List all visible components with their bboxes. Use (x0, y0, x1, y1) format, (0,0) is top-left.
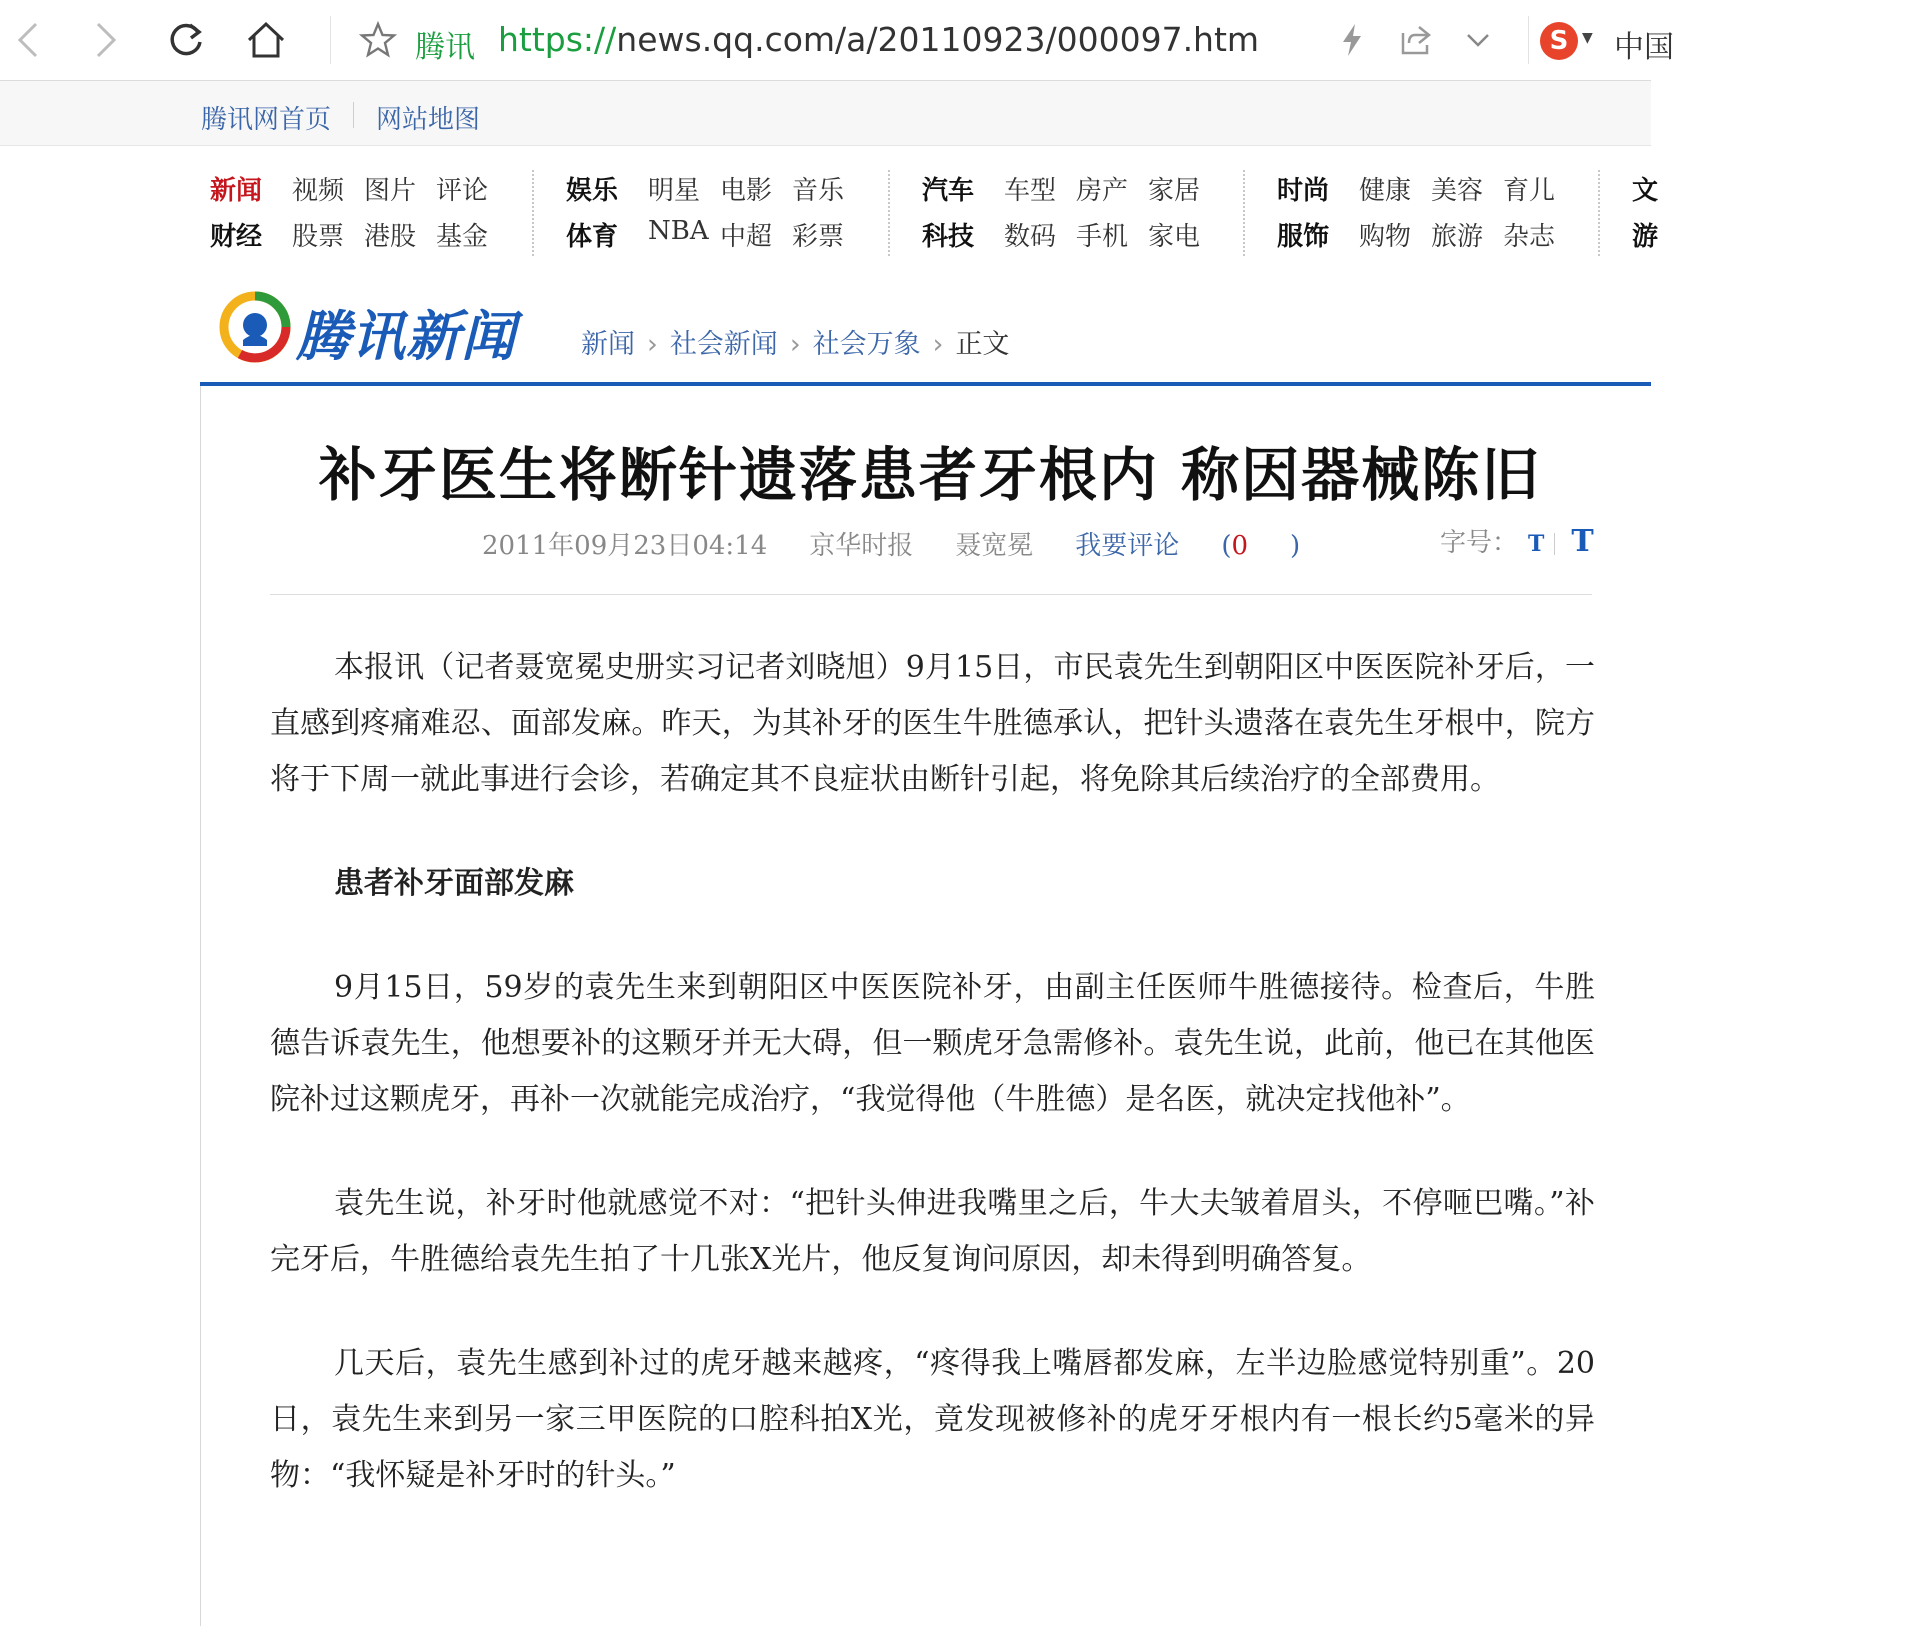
channel-link[interactable]: 娱乐 (566, 176, 619, 206)
channel-link[interactable]: 健康 (1359, 176, 1412, 206)
chevron-right-icon: › (789, 329, 801, 360)
channel-link[interactable]: 美容 (1431, 176, 1484, 206)
caret-down-icon[interactable]: ▼ (1582, 30, 1593, 46)
channel-link[interactable]: 车型 (1004, 176, 1057, 206)
tencent-news-logo[interactable] (220, 292, 540, 368)
sitemap-link[interactable]: 网站地图 (376, 105, 481, 135)
channel-group-auto (922, 160, 1207, 260)
comment-count: 0 (1231, 531, 1249, 561)
bookmark-star-icon[interactable] (356, 18, 400, 62)
article-paragraph: 几天后，袁先生感到补过的虎牙越来越疼，“疼得我上嘴唇都发麻，左半边脸感觉特别重”。20日，袁先生来到另一家三甲医院的口腔科拍X光，竟发现被修补的虎牙牙根内有一根长约5毫米的异物：“我怀疑是补牙时的针头。” (270, 1346, 1595, 1493)
channel-nav (210, 160, 1659, 260)
channel-divider (888, 170, 890, 256)
channel-link[interactable]: 杂志 (1503, 222, 1556, 252)
font-size-small-button[interactable]: T (1528, 531, 1545, 557)
channel-link[interactable]: 图片 (364, 176, 417, 206)
channel-link[interactable]: 游 (1632, 222, 1659, 252)
breadcrumb-society-news[interactable]: 社会新闻 (669, 329, 778, 360)
channel-divider (1243, 170, 1245, 256)
channel-link[interactable]: 音乐 (792, 176, 845, 206)
channel-link[interactable]: 服饰 (1277, 222, 1330, 252)
link-divider (353, 102, 354, 128)
channel-link[interactable]: NBA (648, 216, 709, 246)
article-paragraph: 9月15日，59岁的袁先生来到朝阳区中医医院补牙，由副主任医师牛胜德接待。检查后，牛胜德告诉袁先生，他想要补的这颗牙并无大碍，但一颗虎牙急需修补。袁先生说，此前，他已在其他医院补过这颗虎牙，再补一次就能完成治疗，“我觉得他（牛胜德）是名医，就决定找他补”。 (270, 970, 1595, 1117)
channel-link[interactable]: 购物 (1359, 222, 1412, 252)
chevron-down-icon[interactable] (1456, 18, 1500, 62)
logo-text: 腾讯新闻 (296, 305, 516, 368)
address-bar[interactable] (498, 20, 1259, 59)
content-border (200, 386, 201, 1626)
channel-link[interactable]: 育儿 (1503, 176, 1556, 206)
channel-group-fashion (1277, 160, 1562, 260)
breadcrumb-news[interactable]: 新闻 (581, 329, 635, 360)
article-paragraph: 袁先生说，补牙时他就感觉不对：“把针头伸进我嘴里之后，牛大夫皱着眉头，不停咂巴嘴。”补完牙后，牛胜德给袁先生拍了十几张X光片，他反复询问原因，却未得到明确答复。 (270, 1186, 1595, 1277)
channel-link[interactable]: 家居 (1148, 176, 1201, 206)
breadcrumb-current: 正文 (955, 329, 1010, 360)
article-paragraph: 本报讯（记者聂宽冕史册实习记者刘晓旭）9月15日，市民袁先生到朝阳区中医医院补牙后，一直感到疼痛难忍、面部发麻。昨天，为其补牙的医生牛胜德承认，把针头遗落在袁先生牙根中，院方将于下周一就此事进行会诊，若确定其不良症状由断针引起，将免除其后续治疗的全部费用。 (270, 650, 1595, 797)
toolbar-divider-right (1528, 16, 1529, 64)
channel-link[interactable]: 时尚 (1277, 176, 1330, 206)
channel-link[interactable]: 科技 (922, 222, 975, 252)
share-icon[interactable] (1394, 18, 1438, 62)
channel-link[interactable]: 新闻 (210, 176, 263, 206)
channel-group-culture (1632, 160, 1659, 260)
reload-icon[interactable] (164, 18, 208, 62)
header-rule (200, 382, 1651, 386)
font-size-label: 字号： (1440, 528, 1519, 558)
home-icon[interactable] (244, 18, 288, 62)
logo-emblem-icon (220, 292, 290, 362)
channel-link[interactable]: 文 (1632, 176, 1659, 206)
channel-group-ent (566, 160, 851, 260)
breadcrumb-society-scene[interactable]: 社会万象 (812, 329, 921, 360)
article-body (270, 640, 1595, 1552)
channel-link[interactable]: 汽车 (922, 176, 975, 206)
font-size-control (1440, 522, 1594, 559)
channel-link[interactable]: 体育 (566, 222, 619, 252)
channel-link[interactable]: 房产 (1076, 176, 1129, 206)
article-meta (482, 525, 1300, 562)
comment-label: 我要评论 (1075, 531, 1180, 561)
qq-home-link[interactable]: 腾讯网首页 (201, 105, 332, 135)
channel-link[interactable]: 基金 (436, 222, 489, 252)
channel-link[interactable]: 港股 (364, 222, 417, 252)
toolbar-divider (330, 16, 331, 64)
language-label: 中国 (1614, 30, 1674, 65)
url-path: news.qq.com/a/20110923/000097.htm (616, 20, 1260, 59)
channel-link[interactable]: 手机 (1076, 222, 1129, 252)
site-top-links (0, 81, 1651, 146)
channel-link[interactable]: 电影 (720, 176, 773, 206)
article-subheading: 患者补牙面部发麻 (334, 866, 574, 901)
channel-group-news (210, 160, 495, 260)
lightning-icon[interactable] (1330, 18, 1374, 62)
article-author: 聂宽冕 (955, 531, 1034, 561)
breadcrumb (581, 322, 1009, 361)
channel-link[interactable]: 视频 (292, 176, 345, 206)
channel-link[interactable]: 明星 (648, 176, 701, 206)
channel-link[interactable]: 财经 (210, 222, 263, 252)
sogou-input-icon[interactable]: S (1540, 22, 1578, 60)
channel-divider (532, 170, 534, 256)
article-title: 补牙医生将断针遗落患者牙根内 称因器械陈旧 (318, 441, 1542, 509)
comment-link[interactable]: 我要评论 (0 ) (1075, 531, 1301, 561)
channel-link[interactable]: 评论 (436, 176, 489, 206)
channel-link[interactable]: 旅游 (1431, 222, 1484, 252)
chevron-right-icon: › (932, 329, 944, 360)
chevron-right-icon: › (647, 329, 658, 360)
channel-link[interactable]: 彩票 (792, 222, 845, 252)
browser-toolbar (0, 0, 1674, 81)
channel-link[interactable]: 中超 (720, 222, 773, 252)
article-source[interactable]: 京华时报 (809, 531, 914, 561)
site-name-label: 腾讯 (415, 30, 475, 65)
channel-link[interactable]: 数码 (1004, 222, 1057, 252)
forward-icon[interactable] (84, 18, 128, 62)
font-size-divider (1554, 533, 1555, 555)
font-size-large-button[interactable]: T (1571, 524, 1594, 559)
meta-divider (270, 594, 1592, 595)
channel-divider (1598, 170, 1600, 256)
publish-date: 2011年09月23日04:14 (482, 531, 768, 561)
url-scheme: https:// (498, 20, 617, 59)
back-icon[interactable] (6, 18, 50, 62)
channel-link[interactable]: 股票 (292, 222, 345, 252)
channel-link[interactable]: 家电 (1148, 222, 1201, 252)
